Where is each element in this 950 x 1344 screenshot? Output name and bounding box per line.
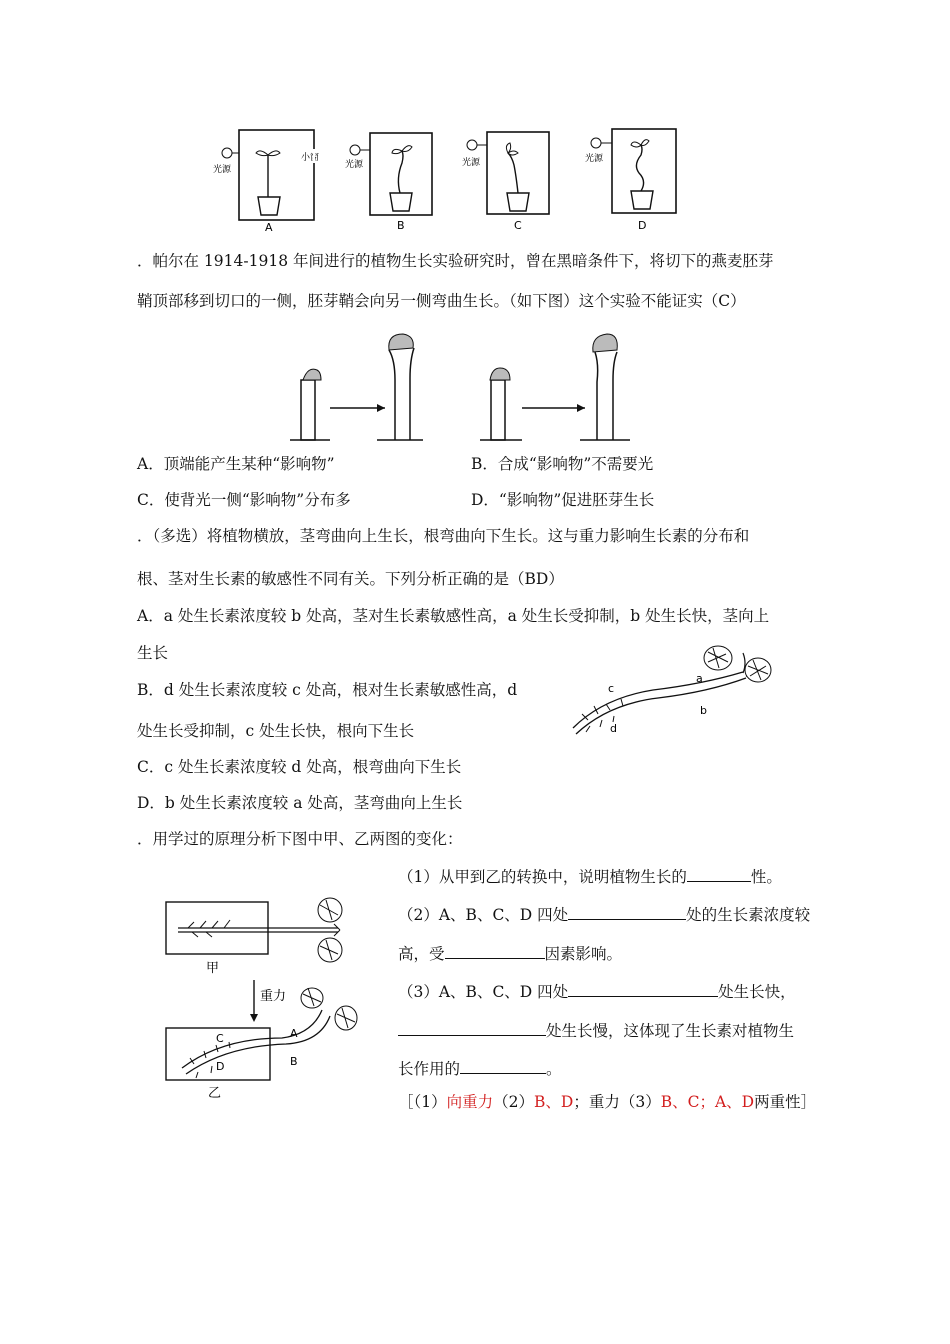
answer-blank-4[interactable] — [568, 980, 718, 997]
q3-intro: ．用学过的原理分析下图中甲、乙两图的变化： — [137, 830, 463, 848]
label-jia: 甲 — [206, 961, 220, 976]
gravity-figure — [150, 890, 365, 1105]
panel-b — [345, 133, 432, 232]
label-b: b — [700, 704, 707, 717]
q2-option-d: D．b 处生长素浓度较 a 处高，茎弯曲向上生长 — [137, 794, 463, 812]
answer-blank-5[interactable] — [398, 1019, 546, 1036]
answer-blank-1[interactable] — [687, 865, 751, 882]
panel-label-c: C — [514, 219, 522, 232]
coleoptile-pair-1 — [290, 334, 423, 440]
q3-sub1: （1）从甲到乙的转换中，说明植物生长的 性。 — [398, 865, 782, 887]
q1-option-a: A．顶端能产生某种“影响物” — [137, 455, 335, 473]
coleoptile-figure — [285, 328, 645, 448]
q3-answer-key: ［（1）向重力（2）B、D；重力（3）B、C；A、D两重性］ — [398, 1093, 817, 1111]
q3-sub3: （3）A、B、C、D 四处 处生长快， — [398, 980, 796, 1002]
q1-stem-line2: 鞘顶部移到切口的一侧，胚芽鞘会向另一侧弯曲生长。（如下图）这个实验不能证实（C） — [137, 292, 746, 310]
q3-sub3-end: 长作用的 。 — [398, 1057, 562, 1079]
answer-1: 向重力 — [446, 1093, 494, 1111]
q2-option-b-line2: 处生长受抑制，c 处生长快，根向下生长 — [137, 722, 415, 740]
q1-option-d: D．“影响物”促进胚芽生长 — [471, 491, 655, 509]
horizontal-plant-figure — [568, 640, 778, 740]
panel-label-b: B — [397, 219, 405, 232]
answer-blank-3[interactable] — [445, 942, 545, 959]
panel-c — [462, 132, 549, 232]
leaf-cluster — [704, 646, 771, 682]
q2-option-b-line1: B．d 处生长素浓度较 c 处高，根对生长素敏感性高，d — [137, 681, 518, 699]
q2-option-a-line1: A．a 处生长素浓度较 b 处高，茎对生长素敏感性高，a 处生长受抑制，b 处生长快，茎向上 — [137, 607, 770, 625]
panel-label-a: A — [265, 221, 273, 234]
q1-stem-line1: ．帕尔在 1914-1918 年间进行的植物生长实验研究时，曾在黑暗条件下，将切下的燕麦胚芽 — [137, 252, 774, 270]
q2-option-c: C．c 处生长素浓度较 d 处高，根弯曲向下生长 — [137, 758, 462, 776]
q3-sub3-cont: 处生长慢，这体现了生长素对植物生 — [398, 1019, 794, 1041]
answer-2: B、D — [534, 1093, 574, 1111]
panel-d — [585, 129, 676, 232]
light-source-label: 光源 — [462, 158, 481, 168]
label-C: C — [216, 1032, 224, 1045]
answer-blank-2[interactable] — [568, 903, 686, 920]
panel-label-d: D — [638, 219, 647, 232]
label-B: B — [290, 1055, 298, 1068]
q3-sub2: （2）A、B、C、D 四处 处的生长素浓度较 — [398, 903, 810, 925]
label-d: d — [610, 722, 617, 735]
q2-stem-line1: ．（多选）将植物横放，茎弯曲向上生长，根弯曲向下生长。这与重力影响生长素的分布和 — [137, 527, 750, 545]
light-source-label: 光源 — [213, 165, 232, 175]
light-box-figure — [195, 125, 715, 235]
answer-blank-6[interactable] — [460, 1057, 546, 1074]
q1-option-b: B．合成“影响物”不需要光 — [471, 455, 654, 473]
light-source-label: 光源 — [585, 154, 604, 164]
coleoptile-pair-2 — [480, 334, 630, 440]
label-D: D — [216, 1060, 225, 1073]
answer-3: B、C；A、D — [660, 1093, 755, 1111]
label-A: A — [290, 1027, 298, 1040]
q2-option-a-line2: 生长 — [137, 644, 169, 662]
gravity-label: 重力 — [260, 989, 287, 1004]
q2-stem-line2: 根、茎对生长素的敏感性不同有关。下列分析正确的是（BD） — [137, 570, 564, 588]
window-label: 小窗 — [301, 153, 320, 163]
light-source-label: 光源 — [345, 160, 364, 170]
label-c: c — [608, 682, 615, 695]
panel-a — [213, 130, 319, 234]
q1-option-c: C．使背光一侧“影响物”分布多 — [137, 491, 351, 509]
label-yi: 乙 — [208, 1086, 222, 1101]
q3-sub2-cont: 高，受 因素影响。 — [398, 942, 622, 964]
label-a: a — [696, 672, 703, 685]
